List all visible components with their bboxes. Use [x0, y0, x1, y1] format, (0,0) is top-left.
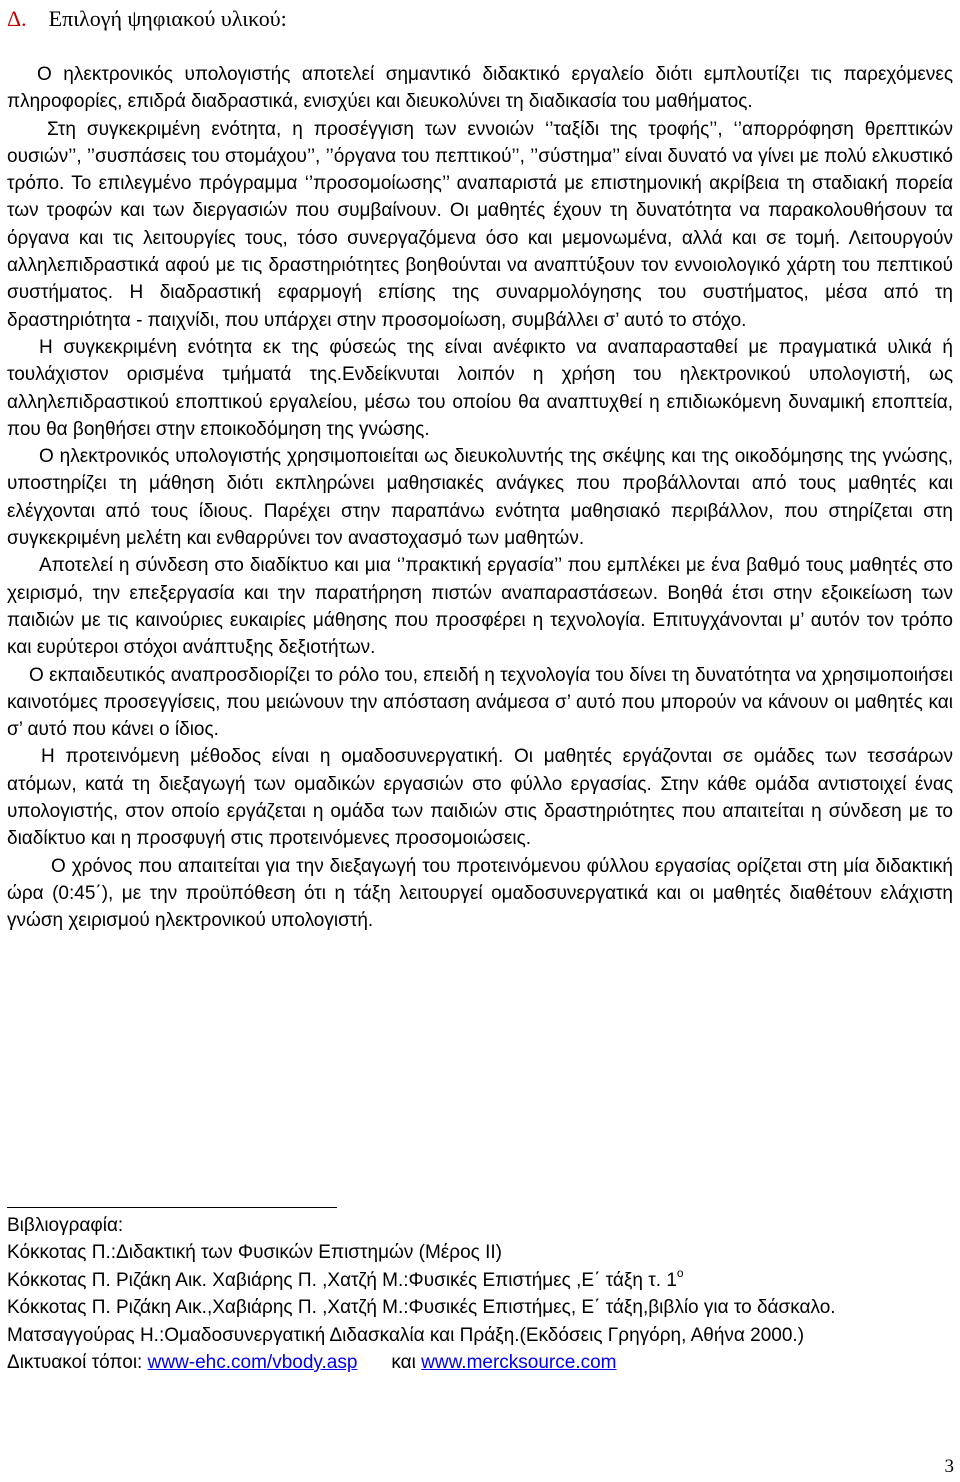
paragraph-thinking-facilitator: Ο ηλεκτρονικός υπολογιστής χρησιμοποιείται ως διευκολυντής της σκέψης και της οικοδόμησης της γνώσης, υποστηρίζει τη μάθηση διότι εκπληρώνει μαθησιακές ανάγκες που προβάλλονται από τους μαθητές και ελέγχονται από τους ίδιους. Παρέχει στην παραπάνω ενότητα μαθησιακό περιβάλλον, που στηρίζεται στη συγκεκριμένη μελέτη και ενθαρρύνει τον αναστοχασμό των μαθητών.	[7, 446, 953, 550]
bibliography-divider	[7, 1207, 337, 1208]
website-link-mercksource[interactable]: www.mercksource.com	[421, 1352, 617, 1374]
website-link-ehc[interactable]: www-ehc.com/vbody.asp	[147, 1352, 358, 1374]
superscript-o: ο	[676, 1265, 684, 1280]
paragraph-teacher-role: Ο εκπαιδευτικός αναπροσδιορίζει το ρόλο του, επειδή η τεχνολογία του δίνει τη δυνατότητα να χρησιμοποιήσει καινοτόμες προσεγγίσεις, που μειώνουν την απόσταση ανάμεσα σ’ αυτό που μπορούν να κάνουν οι μαθητές και σ’ αυτό που κάνει ο ίδιος.	[7, 664, 953, 741]
paragraph-internet: Αποτελεί η σύνδεση στο διαδίκτυο και μια ‘’πρακτική εργασία’’ που εμπλέκει με ένα βαθμό τους μαθητές στο χειρισμό, την επεξεργασία και την παρατήρηση πιστών αναπαραστάσεων. Βοηθά έτσι στην εξοικείωση των παιδιών με τις καινούριες ευκαιρίες μάθησης που προσφέρει η τεχνολογία. Επιτυγχάνονται μ’ αυτόν τον τρόπο και ευρύτεροι στόχοι ανάπτυξης δεξιοτήτων.	[7, 555, 953, 659]
paragraph-computer-use: Η συγκεκριμένη ενότητα εκ της φύσεώς της είναι ανέφικτο να αναπαρασταθεί με πραγματικά υλικά ή τουλάχιστον ορισμένα τμήματά της.Ενδείκνυται λοιπόν η χρήση του ηλεκτρονικού υπολογιστή, ως αλληλεπιδραστικού εποπτικού εργαλείου, μέσω του οποίου θα αναπτυχθεί η επιδιωκόμενη δυναμική εποπτεία, που θα βοηθήσει στην εποικοδόμηση της γνώσης.	[7, 336, 953, 440]
paragraph-method: Η προτεινόμενη μέθοδος είναι η ομαδοσυνεργατική. Οι μαθητές εργάζονται σε ομάδες των τεσσάρων ατόμων, κατά τη διεξαγωγή των ομαδικών εργασιών στο φύλλο εργασίας. Στην κάθε ομάδα αντιστοιχεί ένας υπολογιστής, στον οποίο εργάζεται η ομάδα των παιδιών στις δραστηριότητες που απαιτείται η σύνδεση με το διαδίκτυο και η προσφυγή στις προτεινόμενες προσομοιώσεις.	[7, 746, 953, 850]
section-heading	[7, 6, 287, 32]
websites-conjunction: και	[391, 1352, 416, 1374]
section-letter: Δ.	[7, 6, 27, 31]
paragraph-intro: Ο ηλεκτρονικός υπολογιστής αποτελεί σημαντικό διδακτικό εργαλείο διότι εμπλουτίζει τις παρεχόμενες πληροφορίες, επιδρά διαδραστικά, ενισχύει και διευκολύνει τη διαδικασία του μαθήματος.	[7, 64, 953, 113]
websites-label: Δικτυακοί τόποι:	[7, 1352, 143, 1374]
paragraph-simulation: Στη συγκεκριμένη ενότητα, η προσέγγιση των εννοιών ‘’ταξίδι της τροφής’’, ‘’απορρόφηση θρεπτικών ουσιών’’, ’’συσπάσεις του στομάχου’’, ’’όργανα του πεπτικού’’, ’’σύστημα’’ είναι δυνατό να γίνει με πολύ ελκυστικό τρόπο. Το επιλεγμένο πρόγραμμα ‘’προσομοίωσης’’ αναπαριστά με επιστημονική ακρίβεια τη σταδιακή πορεία των τροφών και των διεργασιών που συμβαίνουν. Οι μαθητές έχουν τη δυνατότητα να παρακολουθήσουν τα όργανα και τις λειτουργίες τους, τόσο συνεργαζόμενα όσο και μεμονωμένα, αλλά και σε τομή. Λειτουργούν αλληλεπιδραστικά αφού με τις δραστηριότητες βοηθούνται να αναπτύξουν τον εννοιολογικό χάρτη του πεπτικού συστήματος. Η διαδραστική εφαρμογή επίσης της συναρμολόγησης του συστήματος, μέσα από τη δραστηριότητα - παιχνίδι, που υπάρχει στην προσομοίωση, συμβάλλει σ’ αυτό το στόχο.	[7, 118, 953, 331]
bibliography	[7, 1212, 953, 1376]
bibliography-entry: Κόκκοτας Π. Ριζάκη Αικ.,Χαβιάρης Π. ,Χατζή Μ.:Φυσικές Επιστήμες, Ε΄ τάξη,βιβλίο για το δάσκαλο.	[7, 1297, 836, 1319]
body-text	[7, 61, 953, 935]
bibliography-label: Βιβλιογραφία:	[7, 1215, 124, 1236]
bibliography-entry: Κόκκοτας Π.:Διδακτική των Φυσικών Επιστημών (Μέρος ΙΙ)	[7, 1242, 502, 1264]
bibliography-entry-text: Κόκκοτας Π. Ριζάκη Αικ. Χαβιάρης Π. ,Χατζή Μ.:Φυσικές Επιστήμες ,Ε΄ τάξη τ. 1	[7, 1269, 677, 1291]
websites-line	[7, 1349, 953, 1376]
section-title: Επιλογή ψηφιακού υλικού:	[48, 6, 287, 31]
paragraph-time: Ο χρόνος που απαιτείται για την διεξαγωγή του προτεινόμενου φύλλου εργασίας ορίζεται στη μία διδακτική ώρα (0:45΄), με την προϋπόθεση ότι η τάξη λειτουργεί ομαδοσυνεργατικά και οι μαθητές διαθέτουν ελάχιστη γνώση χειρισμού ηλεκτρονικού υπολογιστή.	[7, 855, 953, 932]
bibliography-entry: Ματσαγγούρας Η.:Ομαδοσυνεργατική Διδασκαλία και Πράξη.(Εκδόσεις Γρηγόρη, Αθήνα 2000.)	[7, 1324, 805, 1346]
bibliography-entry	[7, 1267, 953, 1294]
page-number: 3	[944, 1456, 954, 1477]
